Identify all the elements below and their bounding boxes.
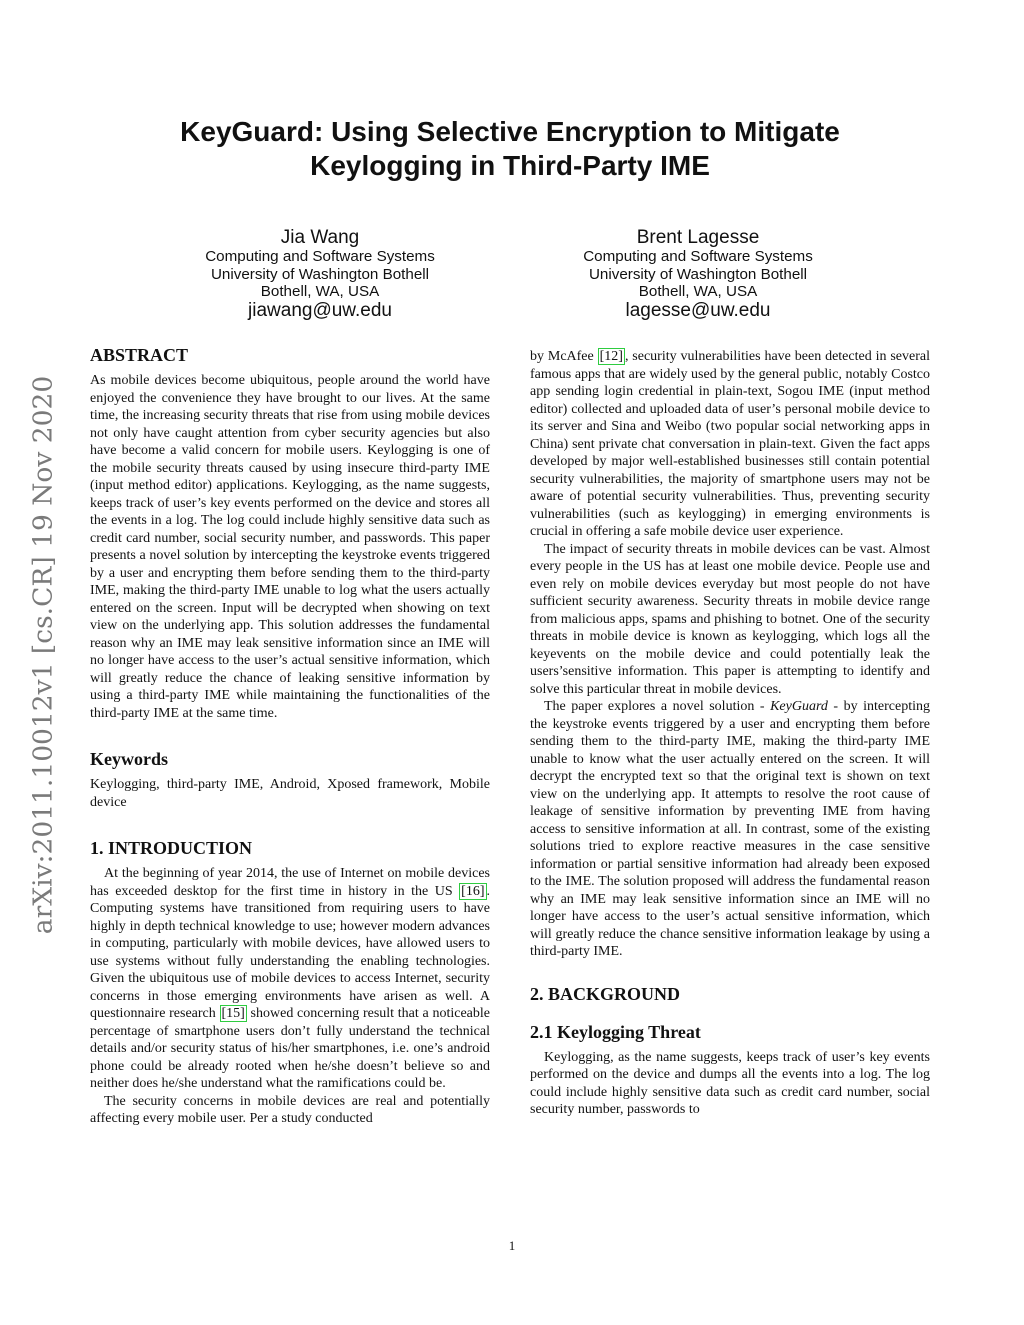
author-email[interactable]: jiawang@uw.edu bbox=[248, 299, 392, 321]
author-department: Computing and Software Systems bbox=[583, 248, 813, 265]
intro-paragraph-5 bbox=[530, 698, 930, 961]
author-email[interactable]: lagesse@uw.edu bbox=[625, 299, 771, 321]
title-line-2: Keylogging in Third-Party IME bbox=[310, 150, 710, 181]
citation-link[interactable]: [12] bbox=[599, 349, 623, 364]
citation-link[interactable]: [16] bbox=[461, 883, 485, 899]
author-location: Bothell, WA, USA bbox=[260, 283, 380, 300]
citation-link[interactable]: [15] bbox=[221, 1006, 245, 1021]
author-block-1 bbox=[150, 228, 490, 321]
keywords-text: Keylogging, third-party IME, Android, Xposed framework, Mobile device bbox=[90, 777, 490, 810]
title-line-1: KeyGuard: Using Selective Encryption to Mitigate bbox=[180, 116, 840, 147]
text-run: - by intercepting the keystroke events triggered by a user and encrypting them before sending them to the third-party IME, making the third-party IME unable to know what the user actually entered on the screen. It will decrypt the encrypted text so that the original text is shown on text view on the underlying app. It attempts to resolve the root cause of leakage of sensitive information by preventing IME from having access to sensitive information at all. In contrast, some of the existing solutions tried to explore reactive measures in the case sensitive information or partial sensitive information had already been exposed to the IME. The solution proposed will address the fundamental reason why an IME may leak sensitive information since an IME will no longer have access to the user’s actual sensitive information, which will greatly reduce the chance sensitive information leakage by using a third-party IME. bbox=[530, 699, 930, 959]
text-run: showed concerning result that a noticeable percentage of smartphone users don’t fully understand the technical details and/or security status of his/her smartphones, i.e. one’s android phone could be already rooted when he/she doesn’t believe so and neither does he/she understand what the ramifications could be. bbox=[90, 1006, 490, 1091]
author-name: Brent Lagesse bbox=[636, 227, 760, 248]
left-column bbox=[90, 344, 490, 1128]
keywords-heading: Keywords bbox=[90, 749, 168, 769]
author-block-2 bbox=[528, 228, 868, 321]
abstract-text: As mobile devices become ubiquitous, people around the world have enjoyed the convenience they have brought to our lives. At the same time, the increasing security threats that rise from using mobile devices not only have caught attention from cyber security agencies but also have become a valid concern for mobile users. Keylogging is one of the mobile security threats caused by using insecure third-party IME (input method editor) applications. Keylogging, as the name suggests, keeps track of user’s key events performed on the device and stores all the events in a log. The log could include highly sensitive data such as credit card number, social security number, and passwords. This paper presents a novel solution by intercepting the keystroke events triggered by a user and encrypting them before sending them to the third-party IME, making the third-party IME unable to log what the users actually entered on the screen. Input will be decrypted when showing on text view on the underlying app. This solution addresses the fundamental reason why an IME may leak sensitive information since an IME will no longer have access to the user’s actual sensitive information, which will greatly reduce the chance of leaking sensitive information by using a third-party IME while maintaining the functionalities of the third-party IME at the same time. bbox=[90, 373, 490, 721]
abstract-heading: ABSTRACT bbox=[90, 345, 189, 365]
paper-title bbox=[120, 115, 900, 183]
page-number: 1 bbox=[508, 1238, 516, 1253]
text-run: The paper explores a novel solution - bbox=[544, 699, 771, 714]
intro-paragraph-4: The impact of security threats in mobile devices can be vast. Almost every people in the US has at least one mobile device. People use and even rely on mobile devices everyday but most people do not have sufficient security awareness. Security threats in mobile device range from malicious apps, spams and phishing to botnet. One of the security threats in mobile device is known as keylogging, which logs all the keyevents on the mobile device and could potentially leak the users’sensitive information. This paper is attempting to identify and solve this particular threat in mobile devices. bbox=[530, 541, 930, 697]
text-run: At the beginning of year 2014, the use of Internet on mobile devices has exceeded desktop for the first time in history in the US bbox=[90, 866, 490, 899]
background-paragraph: Keylogging, as the name suggests, keeps track of user’s key events performed on the device and dumps all the events into a log. The log could include highly sensitive data such as credit card number, social security number, passwords to bbox=[530, 1049, 930, 1117]
right-column bbox=[530, 348, 930, 1119]
author-location: Bothell, WA, USA bbox=[638, 283, 758, 300]
keyguard-name: KeyGuard bbox=[770, 699, 828, 714]
author-university: University of Washington Bothell bbox=[588, 265, 808, 283]
arxiv-identifier: arXiv:2011.10012v1 [cs.CR] 19 Nov 2020 bbox=[27, 375, 59, 935]
introduction-heading: 1. INTRODUCTION bbox=[90, 838, 253, 858]
author-department: Computing and Software Systems bbox=[205, 248, 435, 265]
background-heading: 2. BACKGROUND bbox=[530, 983, 681, 1004]
intro-paragraph-1 bbox=[90, 865, 490, 1093]
text-run: . Computing systems have transitioned from requiring users to have highly in depth technical knowledge to use; however modern advances in computing, particularly with mobile devices, have allowed users to use systems without fully understanding the enabling technologies. Given the ubiquitous use of mobile devices to access Internet, security concerns in those emerging environments have arisen as well. A questionnaire research bbox=[90, 883, 490, 1021]
text-run: , security vulnerabilities have been detected in several famous apps that are widely used by the general public, notably Costco app sending login credential in plain-text, Sogou IME (input method editor) collected and uploaded data of user’s personal mobile device to its server and Sina and Weibo (two popular social networking apps in China) sent private chat conversation in plain-text. Given the fact apps developed by major well-established businesses still contain potential security vulnerabilities, the majority of smartphone users may not be aware of potential security vulnerabilities. Thus, preventing security vulnerabilities (such as keylogging) in emerging environments is crucial in offering a safe mobile device user experience. bbox=[530, 349, 930, 539]
intro-paragraph-3 bbox=[530, 348, 930, 541]
author-university: University of Washington Bothell bbox=[210, 265, 430, 283]
text-run: by McAfee bbox=[530, 349, 598, 364]
intro-paragraph-2: The security concerns in mobile devices are real and potentially affecting every mobile user. Per a study conducted bbox=[90, 1093, 490, 1126]
author-name: Jia Wang bbox=[280, 227, 360, 248]
keylogging-threat-heading: 2.1 Keylogging Threat bbox=[530, 1021, 701, 1042]
